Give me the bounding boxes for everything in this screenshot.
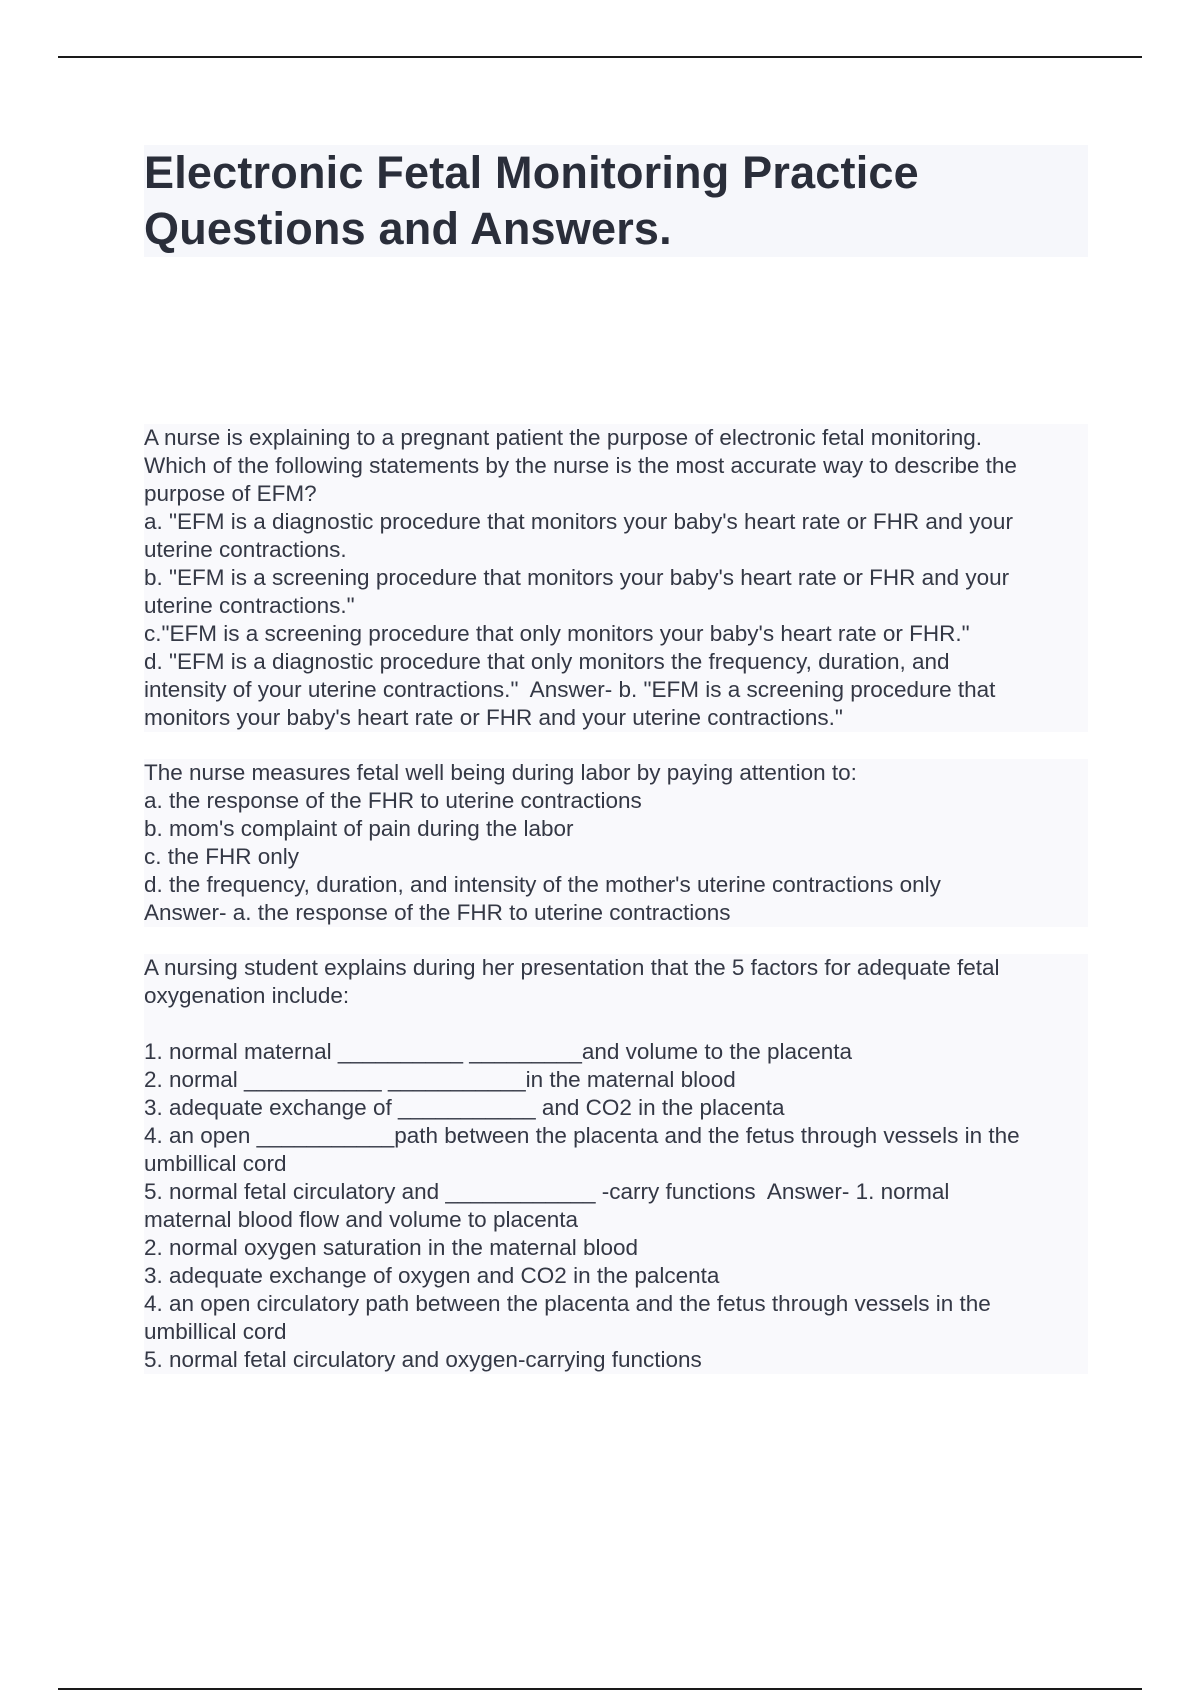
question-block-1 — [144, 424, 1088, 732]
text-line: 3. adequate exchange of ___________ and CO2 in the placenta — [144, 1095, 785, 1120]
text-line: purpose of EFM? — [144, 481, 317, 506]
text-line: oxygenation include: — [144, 983, 350, 1008]
text-line: 5. normal fetal circulatory and ____________ -carry functions Answer- 1. normal — [144, 1179, 950, 1204]
page-title — [144, 145, 1088, 257]
text-line: umbillical cord — [144, 1319, 287, 1344]
text-line: d. "EFM is a diagnostic procedure that only monitors the frequency, duration, and — [144, 649, 950, 674]
text-line: b. mom's complaint of pain during the labor — [144, 816, 574, 841]
title-block — [144, 145, 1088, 257]
title-line: Electronic Fetal Monitoring Practice — [144, 147, 919, 198]
text-line: 4. an open ___________path between the placenta and the fetus through vessels in the — [144, 1123, 1020, 1148]
header-rule — [58, 56, 1142, 58]
text-line: intensity of your uterine contractions." Answer- b. "EFM is a screening procedure that — [144, 677, 996, 702]
text-line: 5. normal fetal circulatory and oxygen-carrying functions — [144, 1347, 702, 1372]
text-line: A nursing student explains during her presentation that the 5 factors for adequate fetal — [144, 955, 1000, 980]
text-line: a. the response of the FHR to uterine contractions — [144, 788, 642, 813]
document-body — [144, 424, 1088, 1374]
text-line: uterine contractions. — [144, 537, 347, 562]
question-block-2 — [144, 759, 1088, 927]
paragraph-gap — [144, 1010, 1088, 1038]
text-line: 2. normal oxygen saturation in the maternal blood — [144, 1235, 639, 1260]
footer-rule — [58, 1688, 1142, 1690]
text-line: monitors your baby's heart rate or FHR and your uterine contractions." — [144, 705, 843, 730]
text-line: c. the FHR only — [144, 844, 300, 869]
text-line: c."EFM is a screening procedure that only monitors your baby's heart rate or FHR." — [144, 621, 970, 646]
text-line: maternal blood flow and volume to placenta — [144, 1207, 579, 1232]
text-line: a. "EFM is a diagnostic procedure that monitors your baby's heart rate or FHR and your — [144, 509, 1013, 534]
text-line: uterine contractions." — [144, 593, 355, 618]
title-line: Questions and Answers. — [144, 203, 672, 254]
text-line: b. "EFM is a screening procedure that monitors your baby's heart rate or FHR and your — [144, 565, 1010, 590]
text-line: d. the frequency, duration, and intensity of the mother's uterine contractions only — [144, 872, 941, 897]
text-line: Answer- a. the response of the FHR to uterine contractions — [144, 900, 731, 925]
text-line: 1. normal maternal __________ _________and volume to the placenta — [144, 1039, 853, 1064]
text-line: A nurse is explaining to a pregnant patient the purpose of electronic fetal monitoring. — [144, 425, 983, 450]
text-line: Which of the following statements by the nurse is the most accurate way to describe the — [144, 453, 1017, 478]
text-line: 3. adequate exchange of oxygen and CO2 in the palcenta — [144, 1263, 720, 1288]
question-block-3 — [144, 954, 1088, 1374]
text-line: umbillical cord — [144, 1151, 287, 1176]
text-line: The nurse measures fetal well being during labor by paying attention to: — [144, 760, 857, 785]
text-line: 4. an open circulatory path between the placenta and the fetus through vessels in the — [144, 1291, 991, 1316]
text-line: 2. normal ___________ ___________in the maternal blood — [144, 1067, 736, 1092]
